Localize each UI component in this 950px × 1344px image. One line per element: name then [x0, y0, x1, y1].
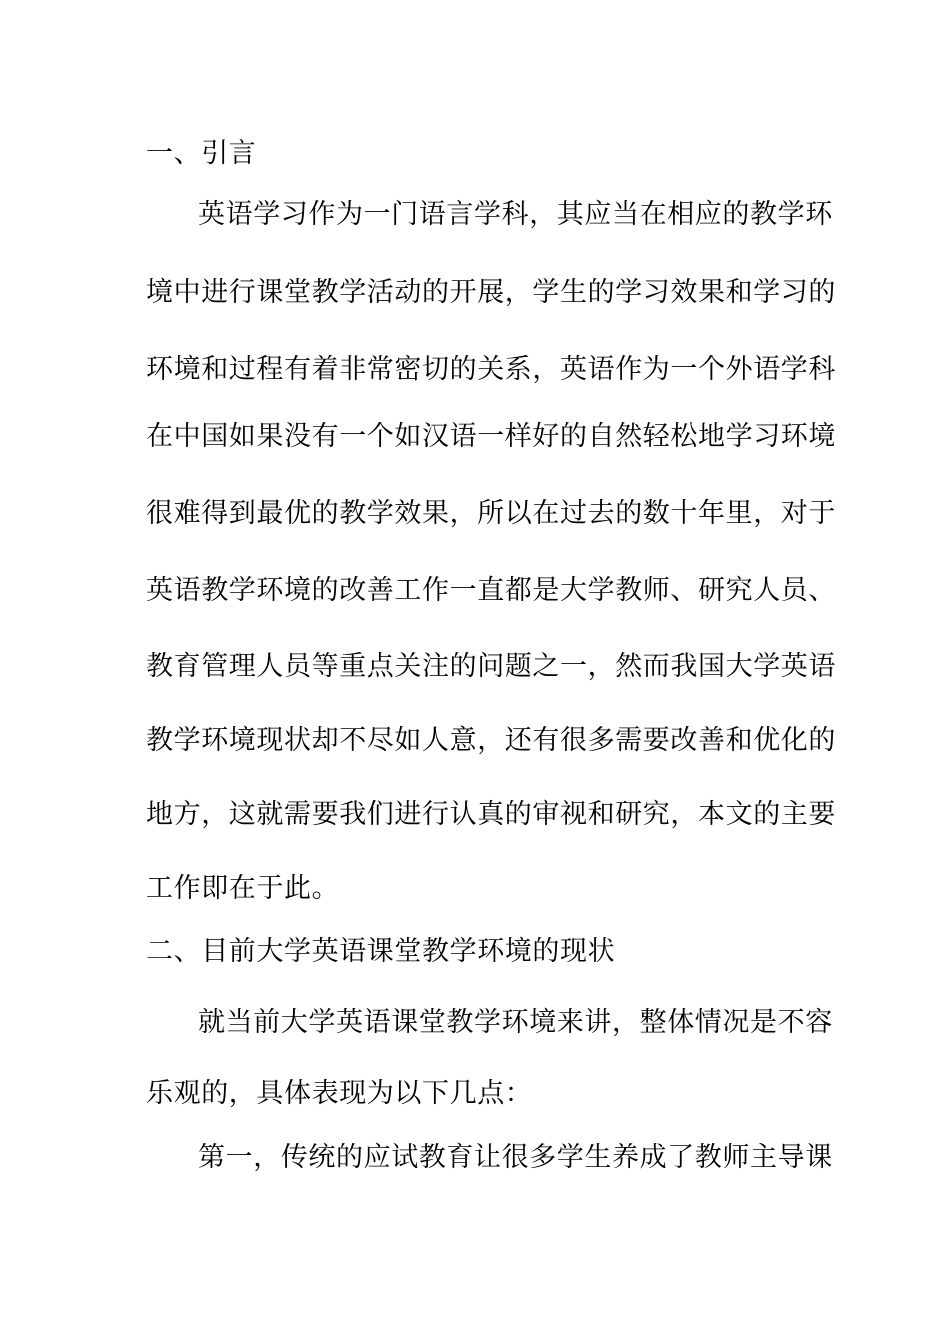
paragraph-line: 乐观的，具体表现为以下几点： — [146, 1078, 533, 1109]
paragraph-line: 境中进行课堂教学活动的开展，学生的学习效果和学习的 — [146, 277, 836, 308]
paragraph-line: 教育管理人员等重点关注的问题之一，然而我国大学英语 — [146, 651, 836, 682]
paragraph-line: 在中国如果没有一个如汉语一样好的自然轻松地学习环境 — [146, 421, 836, 452]
paragraph-line: 英语教学环境的改善工作一直都是大学教师、研究人员、 — [146, 575, 836, 606]
paragraph-line: 教学环境现状却不尽如人意，还有很多需要改善和优化的 — [146, 725, 836, 756]
paragraph-line: 第一，传统的应试教育让很多学生养成了教师主导课 — [198, 1142, 833, 1173]
paragraph-line: 很难得到最优的教学效果，所以在过去的数十年里，对于 — [146, 498, 836, 529]
paragraph-line: 工作即在于此。 — [146, 873, 340, 904]
paragraph-line: 英语学习作为一门语言学科，其应当在相应的教学环 — [198, 199, 833, 230]
section-heading-status: 二、目前大学英语课堂教学环境的现状 — [146, 936, 616, 967]
section-heading-introduction: 一、引言 — [146, 138, 257, 169]
paragraph-line: 环境和过程有着非常密切的关系，英语作为一个外语学科 — [146, 354, 836, 385]
paragraph-line: 就当前大学英语课堂教学环境来讲，整体情况是不容 — [198, 1007, 833, 1038]
paragraph-line: 地方，这就需要我们进行认真的审视和研究，本文的主要 — [146, 799, 836, 830]
